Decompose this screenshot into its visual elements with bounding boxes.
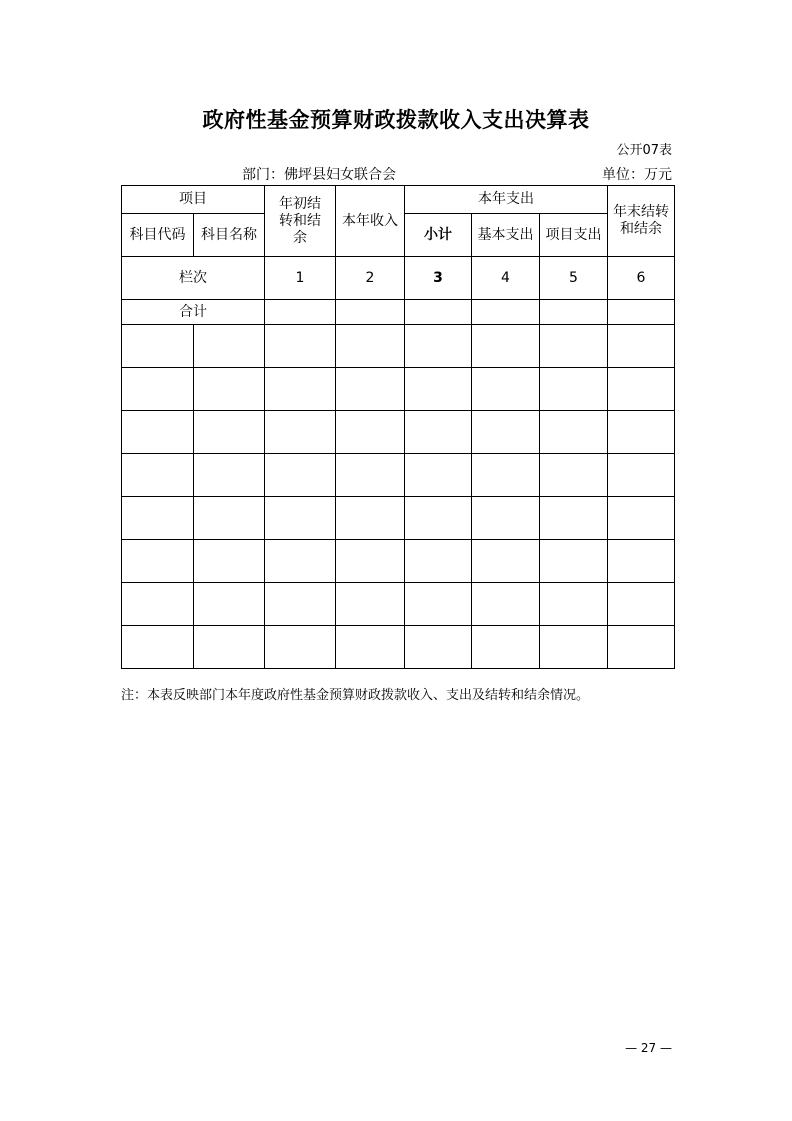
header-begin-balance-text: 年初结转和结余 bbox=[278, 195, 321, 246]
header-project: 项目支出 bbox=[540, 214, 608, 257]
header-expenditure: 本年支出 bbox=[405, 186, 608, 214]
table-cell bbox=[336, 300, 405, 325]
table-cell bbox=[405, 454, 472, 497]
table-cell bbox=[194, 411, 265, 454]
table-cell bbox=[122, 411, 194, 454]
column-number: 6 bbox=[608, 257, 675, 300]
total-label: 合计 bbox=[122, 300, 265, 325]
table-cell bbox=[405, 540, 472, 583]
table-cell bbox=[336, 626, 405, 669]
table-cell bbox=[405, 583, 472, 626]
header-subject-code: 科目代码 bbox=[122, 214, 194, 257]
table-cell bbox=[122, 540, 194, 583]
table-cell bbox=[405, 411, 472, 454]
table-cell bbox=[472, 454, 540, 497]
table-row bbox=[122, 411, 675, 454]
budget-table bbox=[121, 185, 675, 669]
table-cell bbox=[472, 583, 540, 626]
table-row bbox=[122, 325, 675, 368]
department-label: 部门：佛坪县妇女联合会 bbox=[242, 167, 396, 183]
table-cell bbox=[336, 325, 405, 368]
table-cell bbox=[540, 540, 608, 583]
table-cell bbox=[608, 583, 675, 626]
table-cell bbox=[472, 497, 540, 540]
column-row-label: 栏次 bbox=[122, 257, 265, 300]
table-cell bbox=[405, 626, 472, 669]
table-cell bbox=[265, 325, 336, 368]
table-cell bbox=[472, 626, 540, 669]
table-cell bbox=[122, 454, 194, 497]
table-cell bbox=[194, 626, 265, 669]
table-cell bbox=[405, 497, 472, 540]
table-cell bbox=[608, 540, 675, 583]
table-cell bbox=[194, 583, 265, 626]
total-row bbox=[122, 300, 675, 325]
table-cell bbox=[608, 497, 675, 540]
table-cell bbox=[265, 626, 336, 669]
table-cell bbox=[265, 497, 336, 540]
table-cell bbox=[265, 454, 336, 497]
table-cell bbox=[336, 454, 405, 497]
table-cell bbox=[540, 497, 608, 540]
table-cell bbox=[122, 368, 194, 411]
column-number: 2 bbox=[336, 257, 405, 300]
column-number: 3 bbox=[405, 257, 472, 300]
table-cell bbox=[336, 583, 405, 626]
table-cell bbox=[122, 626, 194, 669]
table-cell bbox=[194, 325, 265, 368]
table-row bbox=[122, 368, 675, 411]
table-row bbox=[122, 583, 675, 626]
header-subject-name: 科目名称 bbox=[194, 214, 265, 257]
table-cell bbox=[122, 325, 194, 368]
unit-label: 单位：万元 bbox=[602, 167, 672, 183]
table-cell bbox=[540, 411, 608, 454]
header-basic: 基本支出 bbox=[472, 214, 540, 257]
form-number: 公开07表 bbox=[616, 143, 672, 158]
table-note: 注：本表反映部门本年度政府性基金预算财政拨款收入、支出及结转和结余情况。 bbox=[121, 688, 590, 703]
table-cell bbox=[540, 325, 608, 368]
table-cell bbox=[608, 368, 675, 411]
header-item: 项目 bbox=[122, 186, 265, 214]
column-number: 1 bbox=[265, 257, 336, 300]
table-row bbox=[122, 626, 675, 669]
header-income: 本年收入 bbox=[336, 186, 405, 257]
table-cell bbox=[336, 411, 405, 454]
table-cell bbox=[265, 583, 336, 626]
table-cell bbox=[265, 300, 336, 325]
page-title: 政府性基金预算财政拨款收入支出决算表 bbox=[202, 108, 590, 132]
table-cell bbox=[405, 368, 472, 411]
table-cell bbox=[405, 325, 472, 368]
column-number: 4 bbox=[472, 257, 540, 300]
table-cell bbox=[608, 411, 675, 454]
table-cell bbox=[540, 368, 608, 411]
table-cell bbox=[336, 540, 405, 583]
table-cell bbox=[472, 325, 540, 368]
table-cell bbox=[194, 454, 265, 497]
table-cell bbox=[122, 583, 194, 626]
table-cell bbox=[540, 626, 608, 669]
header-end-balance-text: 年末结转和结余 bbox=[612, 204, 669, 237]
table-cell bbox=[265, 368, 336, 411]
table-cell bbox=[608, 454, 675, 497]
table-cell bbox=[472, 300, 540, 325]
header-subtotal: 小计 bbox=[405, 214, 472, 257]
table-row bbox=[122, 540, 675, 583]
table-cell bbox=[405, 300, 472, 325]
column-number: 5 bbox=[540, 257, 608, 300]
table-cell bbox=[540, 583, 608, 626]
table-cell bbox=[472, 368, 540, 411]
table-cell bbox=[472, 411, 540, 454]
table-cell bbox=[608, 300, 675, 325]
page-number: — 27 — bbox=[625, 1041, 672, 1055]
table-cell bbox=[608, 626, 675, 669]
table-cell bbox=[194, 497, 265, 540]
table-cell bbox=[336, 368, 405, 411]
table-cell bbox=[336, 497, 405, 540]
table-cell bbox=[194, 368, 265, 411]
table-row bbox=[122, 497, 675, 540]
table-cell bbox=[540, 300, 608, 325]
table-row bbox=[122, 454, 675, 497]
table-cell bbox=[608, 325, 675, 368]
table-cell bbox=[122, 497, 194, 540]
header-begin-balance bbox=[265, 186, 336, 257]
table-cell bbox=[265, 540, 336, 583]
table-cell bbox=[540, 454, 608, 497]
header-end-balance bbox=[608, 186, 675, 257]
table-cell bbox=[265, 411, 336, 454]
table-cell bbox=[472, 540, 540, 583]
table-cell bbox=[194, 540, 265, 583]
